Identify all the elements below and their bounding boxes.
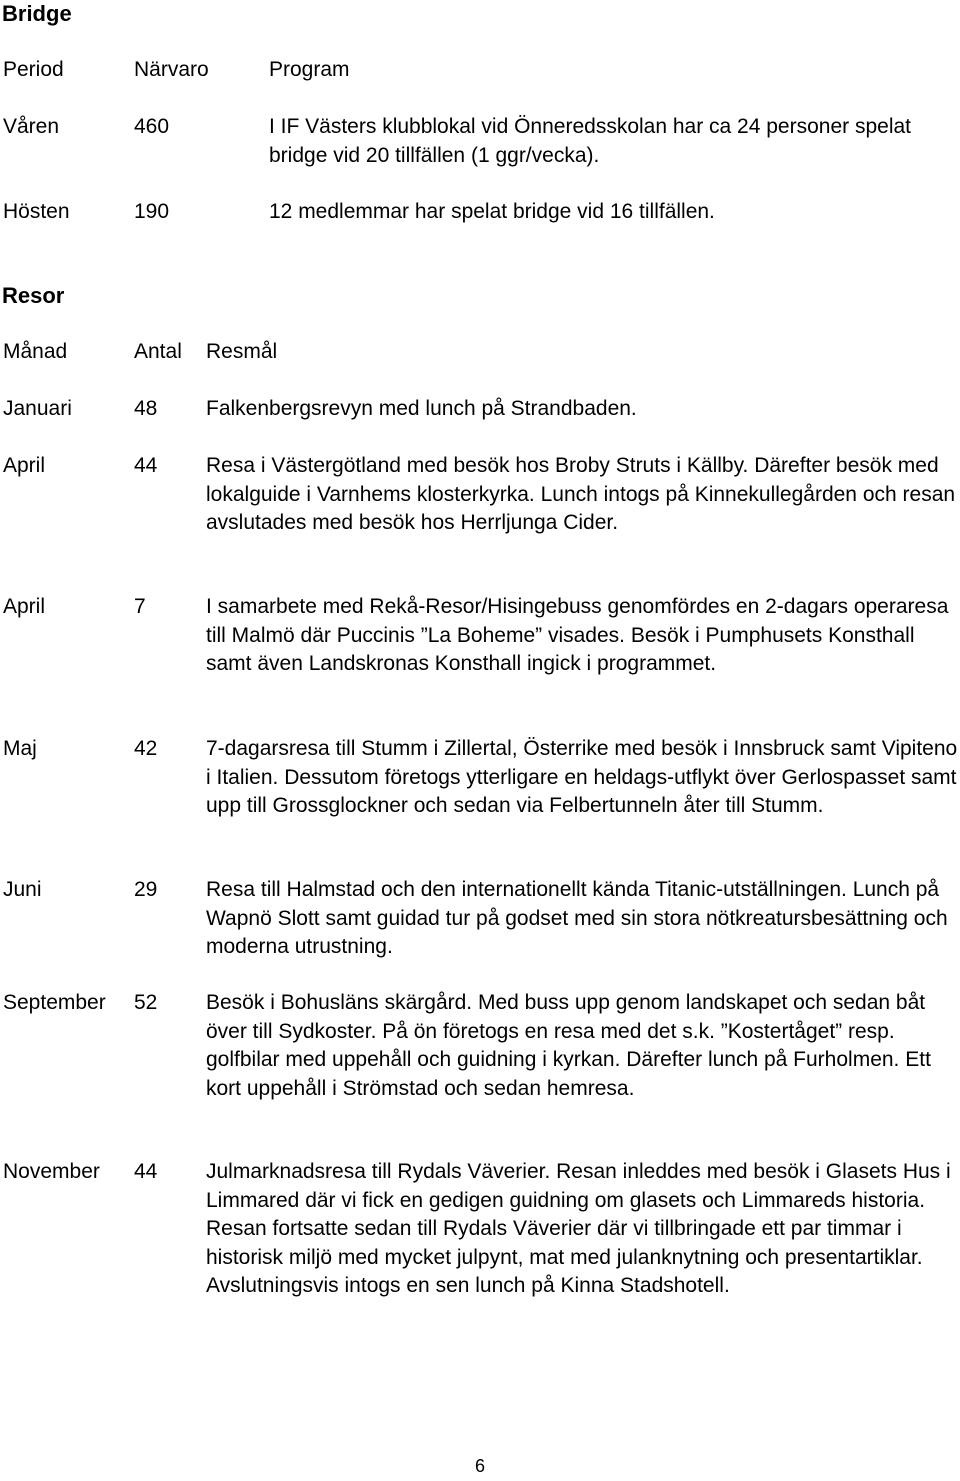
- trip-count: 48: [134, 397, 158, 420]
- trip-month: November: [3, 1160, 100, 1183]
- trip-count: 44: [134, 454, 158, 477]
- trip-count: 7: [134, 595, 146, 618]
- trips-header-destination: Resmål: [206, 340, 278, 363]
- trip-destination: Resa till Halmstad och den internationellt kända Titanic-utställningen. Lunch på Wapnö Slott samt guidad tur på godset med sin stora nötkreatursbesättning och moderna utrustning.: [206, 878, 948, 958]
- bridge-program: 12 medlemmar har spelat bridge vid 16 tillfällen.: [269, 200, 715, 223]
- bridge-header-attendance: Närvaro: [134, 58, 209, 81]
- trip-month: Januari: [3, 397, 72, 420]
- trips-header-month: Månad: [3, 340, 68, 363]
- bridge-attendance: 190: [134, 200, 170, 223]
- trip-destination: 7-dagarsresa till Stumm i Zillertal, Österrike med besök i Innsbruck samt Vipiteno i Italien. Dessutom företogs ytterligare en heldags-utflykt över Gerlospasset samt upp till Grossglockner och sedan via Felbertunneln åter till Stumm.: [206, 737, 958, 817]
- trip-month: Maj: [3, 737, 37, 760]
- trip-destination: Julmarknadsresa till Rydals Väverier. Resan inleddes med besök i Glasets Hus i Limmared där vi fick en gedigen guidning om glasets och Limmareds historia. Resan fortsatte sedan till Rydals Väverier där vi tillbringade ett par timmar i historisk miljö med mycket julpynt, mat med julanknytning och presentartiklar. Avslutningsvis intogs en sen lunch på Kinna Stadshotell.: [206, 1160, 951, 1297]
- trips-header-count: Antal: [134, 340, 182, 363]
- bridge-attendance: 460: [134, 115, 170, 138]
- trip-count: 29: [134, 878, 158, 901]
- trip-destination: I samarbete med Rekå-Resor/Hisingebuss genomfördes en 2-dagars operaresa till Malmö där Puccinis ”La Boheme” visades. Besök i Pumphusets Konsthall samt även Landskronas Konsthall ingick i programmet.: [206, 595, 949, 675]
- trips-heading: Resor: [2, 283, 65, 308]
- trip-month: April: [3, 595, 46, 618]
- bridge-period: Hösten: [3, 200, 70, 223]
- trip-month: April: [3, 454, 46, 477]
- trip-month: September: [3, 991, 106, 1014]
- trip-count: 44: [134, 1160, 158, 1183]
- trip-destination: Besök i Bohusläns skärgård. Med buss upp genom landskapet och sedan båt över till Sydkoster. På ön företogs en resa med det s.k. ”Kostertåget” resp. golfbilar med uppehåll och guidning i kyrkan. Därefter lunch på Furholmen. Ett kort uppehåll i Strömstad och sedan hemresa.: [206, 991, 931, 1100]
- bridge-heading: Bridge: [2, 1, 72, 26]
- trip-month: Juni: [3, 878, 42, 901]
- trip-count: 52: [134, 991, 158, 1014]
- trip-destination: Resa i Västergötland med besök hos Broby Struts i Källby. Därefter besök med lokalguide i Varnhems klosterkyrka. Lunch intogs på Kinnekullegården och resan avslutades med besök hos Herrljunga Cider.: [206, 454, 956, 534]
- trip-destination: Falkenbergsrevyn med lunch på Strandbaden.: [206, 397, 637, 420]
- bridge-header-period: Period: [3, 58, 64, 81]
- trip-count: 42: [134, 737, 158, 760]
- bridge-period: Våren: [3, 115, 60, 138]
- page-number: 6: [474, 1456, 485, 1476]
- bridge-header-program: Program: [269, 58, 350, 81]
- bridge-program: I IF Västers klubblokal vid Önneredsskolan har ca 24 personer spelat bridge vid 20 tillfällen (1 ggr/vecka).: [269, 115, 912, 167]
